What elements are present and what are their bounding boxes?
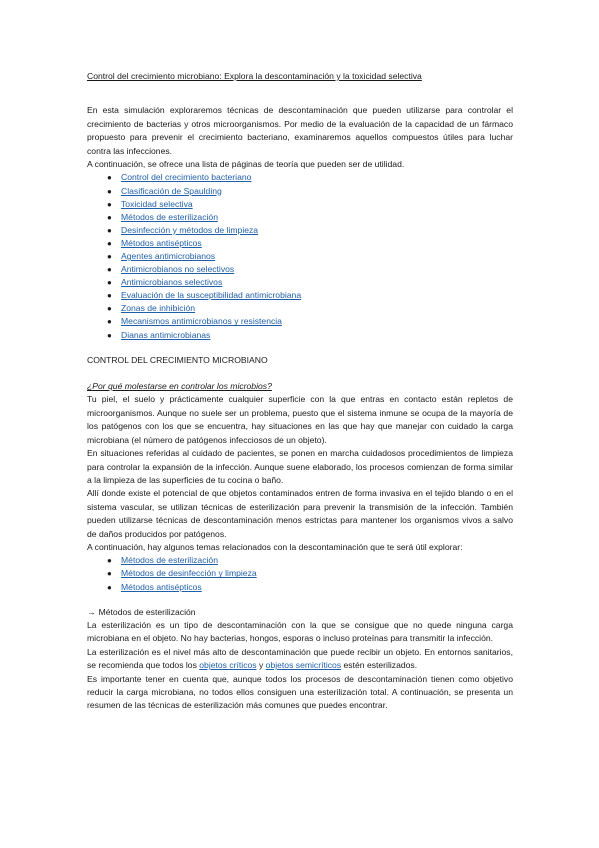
- theory-link[interactable]: Mecanismos antimicrobianos y resistencia: [121, 316, 282, 327]
- body-paragraph: [87, 646, 513, 673]
- semicritical-objects-link[interactable]: objetos semicríticos: [265, 660, 342, 671]
- bullet-icon: ●: [107, 238, 112, 248]
- list-item: [87, 581, 513, 594]
- bullet-icon: ●: [107, 291, 112, 301]
- related-link[interactable]: Métodos de desinfección y limpieza: [121, 568, 257, 579]
- bullet-icon: ●: [107, 582, 112, 592]
- bullet-icon: ●: [107, 199, 112, 209]
- document-title: Control del crecimiento microbiano: Explora la descontaminación y la toxicidad selectiva: [87, 71, 422, 81]
- bullet-icon: ●: [107, 186, 112, 196]
- bullet-icon: ●: [107, 317, 112, 327]
- theory-link[interactable]: Desinfección y métodos de limpieza: [121, 224, 259, 235]
- bullet-icon: ●: [107, 304, 112, 314]
- theory-link[interactable]: Antimicrobianos selectivos: [121, 277, 223, 288]
- list-item: [87, 185, 513, 198]
- list-item: [87, 302, 513, 315]
- critical-objects-link[interactable]: objetos críticos: [199, 660, 257, 671]
- body-paragraph: Tu piel, el suelo y prácticamente cualquier superficie con la que entras en contacto están repletos de microorganismos. Aunque no suele ser un problema, puesto que el sistema inmune se ocupa de la mayoría de los patógenos con los que se encuentra, hay situaciones en las que hay que manejar con cuidado la carga microbiana (el número de patógenos infecciosos de un objeto).: [87, 394, 513, 445]
- theory-links-list: [87, 171, 513, 341]
- list-item: [87, 198, 513, 211]
- related-link[interactable]: Métodos antisépticos: [121, 581, 202, 592]
- subsection-heading: [87, 606, 513, 619]
- list-item: [87, 224, 513, 237]
- subsection-title: Métodos de esterilización: [98, 606, 196, 617]
- theory-link[interactable]: Agentes antimicrobianos: [121, 251, 216, 261]
- bullet-icon: ●: [107, 556, 112, 566]
- bullet-icon: ●: [107, 212, 112, 222]
- body-paragraph: Es importante tener en cuenta que, aunque todos los procesos de descontaminación tienen como objetivo reducir la carga microbiana, no todos ellos consiguen una esterilización total. A continuación, se presenta un resumen de las técnicas de esterilización más comunes que puedes encontrar.: [87, 673, 513, 711]
- list-intro: A continuación, se ofrece una lista de páginas de teoría que pueden ser de utilidad.: [87, 159, 405, 170]
- section-heading: CONTROL DEL CRECIMIENTO MICROBIANO: [87, 354, 268, 365]
- list-item: [87, 250, 513, 263]
- list-item: [87, 289, 513, 302]
- theory-link[interactable]: Zonas de inhibición: [121, 303, 196, 314]
- list-item: [87, 276, 513, 289]
- related-link[interactable]: Métodos de esterilización: [121, 555, 218, 566]
- body-paragraph: A continuación, hay algunos temas relacionados con la descontaminación que te será útil explorar:: [87, 541, 463, 552]
- text-fragment: y: [256, 660, 266, 671]
- list-item: [87, 315, 513, 328]
- theory-link[interactable]: Dianas antimicrobianas: [121, 329, 211, 340]
- theory-link[interactable]: Evaluación de la susceptibilidad antimicrobiana: [121, 290, 302, 301]
- theory-link[interactable]: Control del crecimiento bacteriano: [121, 172, 252, 183]
- bullet-icon: ●: [107, 278, 112, 288]
- list-item: [87, 329, 513, 342]
- body-paragraph: La esterilización es un tipo de descontaminación con la que se consigue que no quede ninguna carga microbiana en el objeto. No hay bacterias, hongos, esporas o incluso proteínas para transmitir la infección.: [87, 620, 513, 644]
- bullet-icon: ●: [107, 265, 112, 275]
- section-question: ¿Por qué molestarse en controlar los microbios?: [87, 381, 272, 392]
- list-item: [87, 263, 513, 276]
- list-item: [87, 237, 513, 250]
- text-fragment: estén esterilizados.: [341, 660, 418, 671]
- related-links-list: [87, 554, 513, 593]
- bullet-icon: ●: [107, 569, 112, 579]
- body-paragraph: En situaciones referidas al cuidado de pacientes, se ponen en marcha cuidadosos procedimientos de limpieza para controlar la expansión de la infección. Aunque suene elaborado, los procesos comienzan de forma similar a la limpieza de las superficies de tu cocina o baño.: [87, 448, 513, 485]
- theory-link[interactable]: Antimicrobianos no selectivos: [121, 264, 235, 275]
- list-item: [87, 567, 513, 580]
- list-item: [87, 211, 513, 224]
- bullet-icon: ●: [107, 173, 112, 183]
- arrow-right-icon: →: [87, 606, 96, 617]
- body-paragraph: Allí donde existe el potencial de que objetos contaminados entren de forma invasiva en el tejido blando o en el sistema vascular, se utilizan técnicas de esterilización para prevenir la transmisión de la infección. También pueden utilizarse técnicas de descontaminación menos estrictas para mantener los organismos vivos a salvo de daños producidos por patógenos.: [87, 488, 513, 539]
- bullet-icon: ●: [107, 225, 112, 235]
- bullet-icon: ●: [107, 330, 112, 340]
- intro-paragraph: En esta simulación exploraremos técnicas de descontaminación que pueden utilizarse para controlar el crecimiento de bacterias y otros microorganismos. Por medio de la evaluación de la capacidad de un fármaco propuesto para prevenir el crecimiento bacteriano, examinaremos aquellos compuestos útiles para luchar contra las infecciones.: [87, 105, 513, 156]
- bullet-icon: ●: [107, 252, 112, 261]
- theory-link[interactable]: Métodos de esterilización: [121, 211, 218, 222]
- theory-link[interactable]: Métodos antisépticos: [121, 237, 202, 248]
- theory-link[interactable]: Clasificación de Spaulding: [121, 185, 222, 196]
- list-item: [87, 171, 513, 184]
- theory-link[interactable]: Toxicidad selectiva: [121, 198, 193, 209]
- list-item: [87, 554, 513, 567]
- text-fragment: La esterilización es el nivel más alto de descontaminación que puede recibir un objeto. En entornos sanitarios, se recomienda que todos los: [87, 646, 513, 671]
